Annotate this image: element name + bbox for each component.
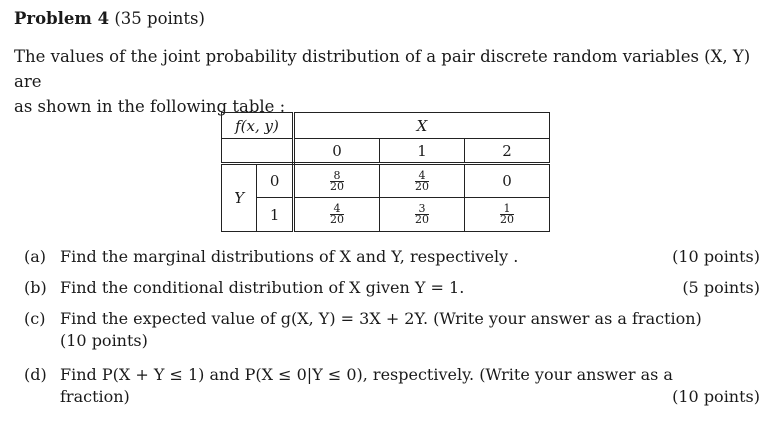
question-item xyxy=(24,364,760,414)
problem-intro xyxy=(14,44,766,119)
x-value-header: 0 xyxy=(294,139,380,164)
question-item xyxy=(24,308,760,364)
question-item xyxy=(24,246,760,277)
probability-cell: $\frac{3}{20}$ xyxy=(380,198,465,232)
x-variable-header: X xyxy=(294,113,550,139)
probability-cell: 0 xyxy=(465,164,550,198)
question-text: Find the expected value of g(X, Y) = 3X + 2Y. (Write your answer as a fraction) xyxy=(60,309,702,328)
x-value-header: 2 xyxy=(465,139,550,164)
probability-cell: $\frac{4}{20}$ xyxy=(380,164,465,198)
table-blank-cell xyxy=(222,139,294,164)
question-text-continued: fraction) xyxy=(60,387,130,406)
problem-points: (35 points) xyxy=(114,9,205,28)
question-tag: (b) xyxy=(24,278,47,297)
question-item xyxy=(24,277,760,308)
probability-cell: $\frac{1}{20}$ xyxy=(465,198,550,232)
joint-distribution-table xyxy=(221,112,550,232)
question-list xyxy=(24,246,760,414)
question-points: (10 points) xyxy=(672,247,760,266)
x-value-header: 1 xyxy=(380,139,465,164)
question-points: (5 points) xyxy=(682,278,760,297)
y-value-header: 0 xyxy=(257,164,294,198)
table-corner-label: f(x, y) xyxy=(222,113,294,139)
y-variable-header: Y xyxy=(222,164,257,232)
question-tag: (a) xyxy=(24,247,47,266)
question-points: (10 points) xyxy=(672,387,760,406)
y-value-header: 1 xyxy=(257,198,294,232)
question-text: Find the marginal distributions of X and Y, respectively . xyxy=(60,247,519,266)
problem-heading xyxy=(14,9,205,28)
question-tag: (c) xyxy=(24,309,46,328)
probability-cell: $\frac{8}{20}$ xyxy=(294,164,380,198)
question-text: Find the conditional distribution of X given Y = 1. xyxy=(60,278,465,297)
question-tag: (d) xyxy=(24,365,47,384)
question-points: (10 points) xyxy=(60,331,148,350)
intro-line-1: The values of the joint probability distribution of a pair discrete random variables (X, Y) are xyxy=(14,47,751,91)
intro-line-2: as shown in the following table : xyxy=(14,97,286,116)
probability-cell: $\frac{4}{20}$ xyxy=(294,198,380,232)
question-text: Find P(X + Y ≤ 1) and P(X ≤ 0|Y ≤ 0), respectively. (Write your answer as a xyxy=(60,365,673,384)
problem-label: Problem 4 xyxy=(14,9,110,28)
